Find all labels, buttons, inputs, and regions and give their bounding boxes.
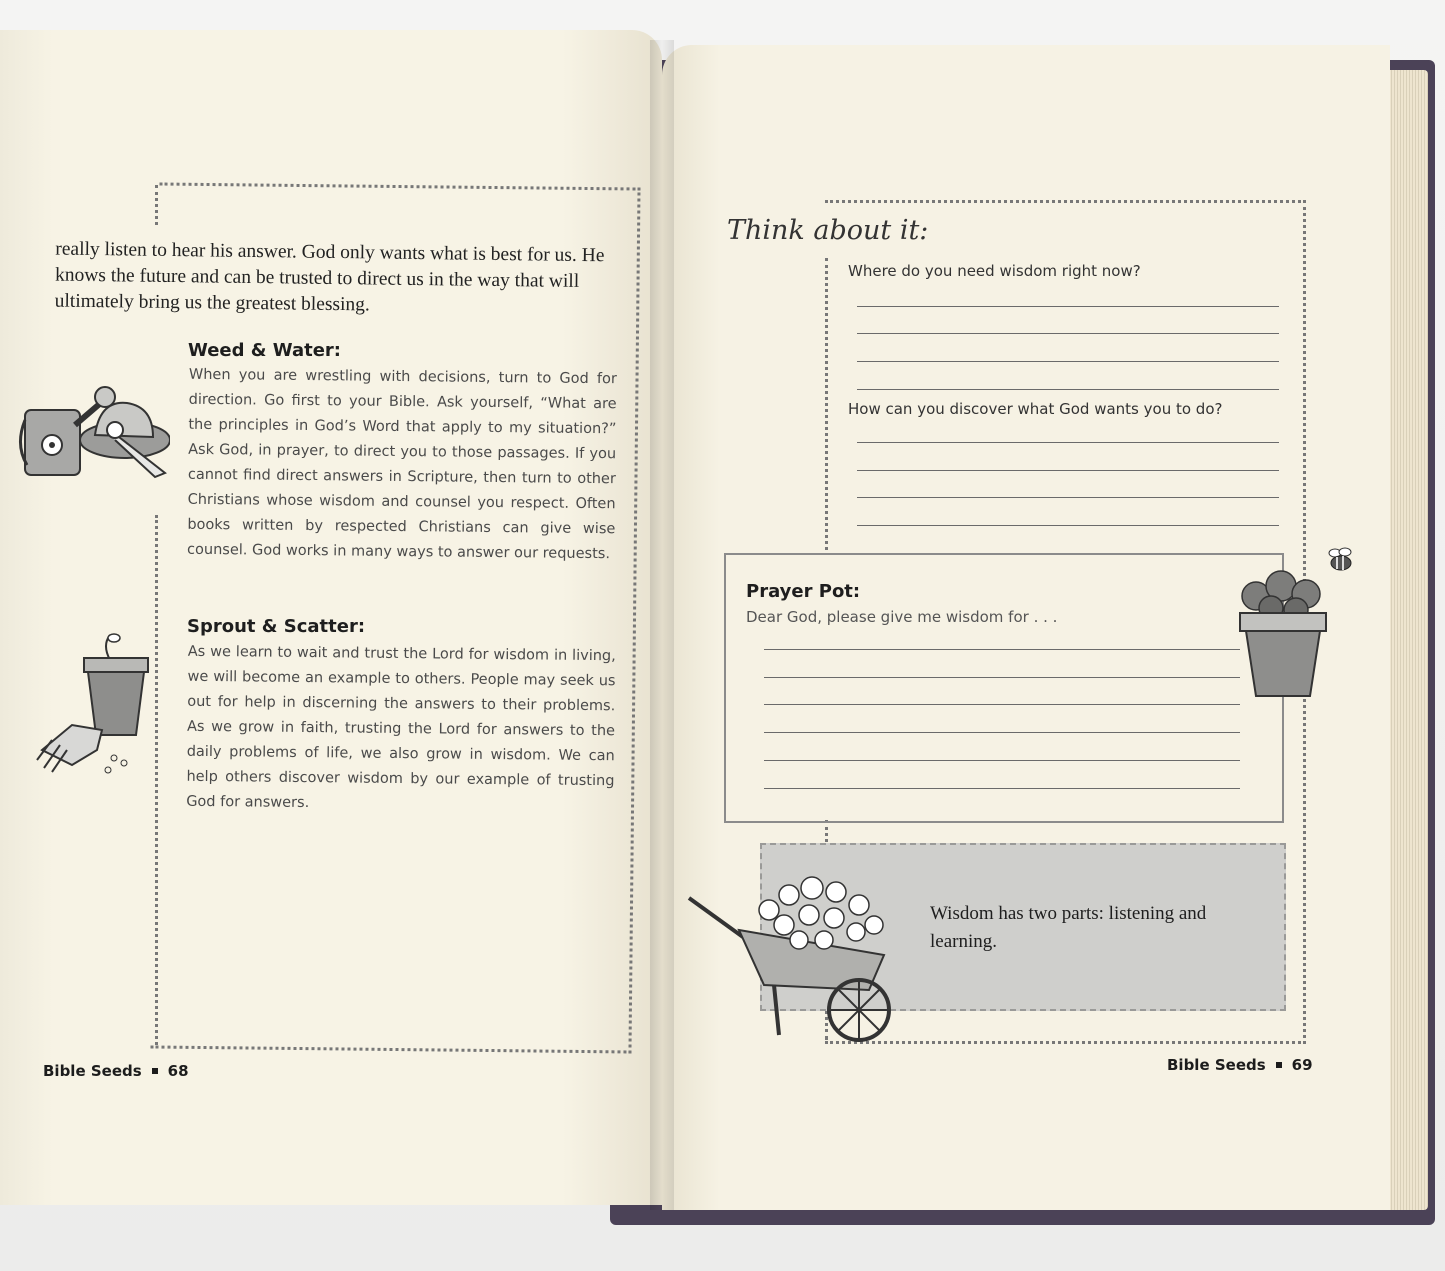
answer-line[interactable] (857, 306, 1279, 307)
answer-line[interactable] (857, 333, 1279, 334)
answer-line[interactable] (857, 361, 1279, 362)
answer-line[interactable] (857, 442, 1279, 443)
question-2: How can you discover what God wants you to do? (848, 400, 1223, 418)
vine-border-right-side-2 (825, 820, 831, 842)
bee-icon (1325, 545, 1357, 575)
answer-line[interactable] (857, 470, 1279, 471)
footer-right-title: Bible Seeds (1167, 1056, 1266, 1074)
book-gutter (650, 40, 674, 1210)
vine-border-right-side-1 (825, 258, 831, 550)
prayer-line[interactable] (764, 788, 1240, 789)
footer-left (43, 1062, 189, 1080)
prayer-prompt: Dear God, please give me wisdom for . . . (746, 608, 1058, 626)
weed-water-heading: Weed & Water: (188, 340, 341, 361)
question-1: Where do you need wisdom right now? (848, 262, 1141, 280)
watering-can-and-hat-icon (15, 385, 170, 485)
footer-bullet (152, 1068, 158, 1074)
seedling-pot-and-gloves-icon (32, 630, 162, 780)
footer-left-page: 68 (167, 1062, 189, 1080)
vine-border-left-side (155, 515, 161, 1045)
intro-text: really listen to hear his answer. God only wants what is best for us. He knows the future and can be trusted to direct us in the way that will ultimately bring us the greatest blessing. (54, 238, 605, 316)
sprout-scatter-text: As we learn to wait and trust the Lord for wisdom in living, we will become an example to others. People may seek us out for help in discerning the answers to their problems. As we grow in faith, trusting the Lord for answers to the daily problems of life, we also grow in wisdom. We can help others discover wisdom by our example of trusting God for answers. (186, 643, 616, 812)
prayer-line[interactable] (764, 649, 1240, 650)
think-about-it-title: Think about it: (727, 215, 929, 246)
footer-right-page: 69 (1291, 1056, 1313, 1074)
answer-line[interactable] (857, 525, 1279, 526)
prayer-line[interactable] (764, 732, 1240, 733)
sprout-scatter-heading: Sprout & Scatter: (187, 616, 366, 637)
wheelbarrow-of-flowers-icon (684, 870, 904, 1052)
weed-water-text: When you are wrestling with decisions, turn to God for direction. Go first to your Bible. Ask yourself, “What are the principles in God’s Word that apply to my situation?” Ask God, in prayer, to direct you to those passages. If you cannot find direct answers in Scripture, then turn to other Christians whose wisdom and counsel you respect. Often books written by respected Christians can give wise counsel. God works in many ways to answer our requests. (187, 366, 617, 563)
intro-paragraph (55, 237, 618, 322)
flower-pot-icon (1236, 568, 1331, 700)
prayer-line[interactable] (764, 760, 1240, 761)
footer-left-title: Bible Seeds (43, 1062, 142, 1080)
vine-border-left-top (155, 185, 161, 225)
prayer-pot-heading: Prayer Pot: (746, 581, 861, 602)
footer-bullet (1276, 1062, 1282, 1068)
quote-text: Wisdom has two parts: listening and learning. (930, 903, 1207, 952)
answer-line[interactable] (857, 389, 1279, 390)
prayer-line[interactable] (764, 677, 1240, 678)
answer-line[interactable] (857, 497, 1279, 498)
prayer-line[interactable] (764, 704, 1240, 705)
footer-right (1167, 1056, 1313, 1074)
